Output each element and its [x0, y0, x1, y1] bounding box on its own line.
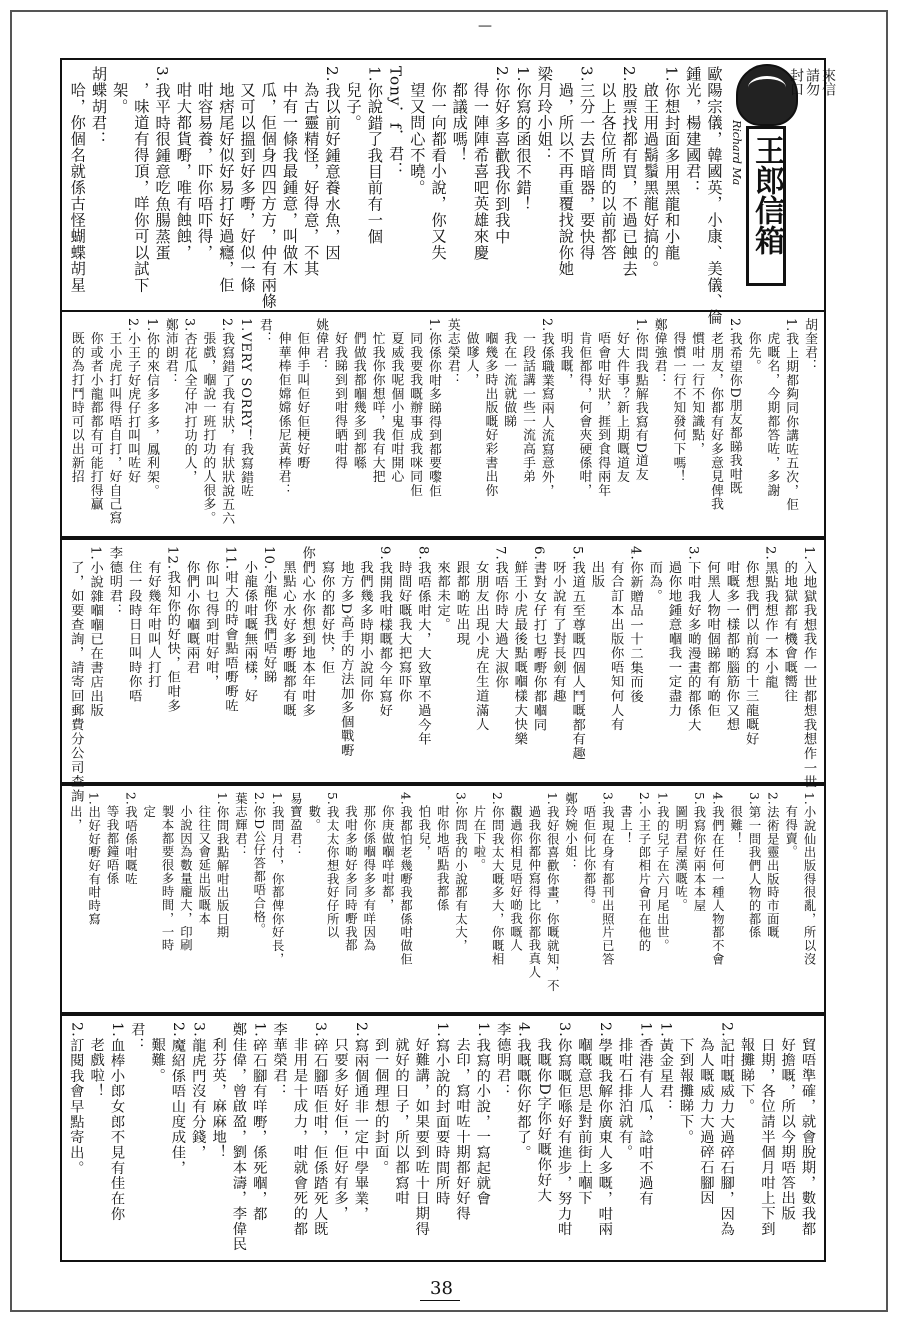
letter-line: 3.杏花瓜全仔冲打功的人，: [181, 318, 197, 485]
letter-line: 有得賣。: [783, 792, 798, 859]
letter-line: 1.我好很喜歡你畫，你嘅就知，不: [545, 792, 560, 993]
letter-line: 中有一條我最鍾意，叫做木: [280, 66, 299, 277]
letter-line: 1.你寫的函很不錯！: [513, 66, 532, 213]
letter-line: 唔會咁好狀，捱到食得兩年: [595, 318, 611, 498]
letter-line: 1.我上期都夠同你講咗五次，佢: [783, 318, 799, 512]
letter-line: 只要多好好佢，佢好有多，: [332, 1022, 349, 1222]
letter-line: 歐陽宗儀，韓國英，小康、美儀、倫: [705, 66, 723, 326]
letter-line: 胡蝶胡君：: [89, 66, 108, 148]
letter-line: 伸華棒佢嫦嫦係尼黃棒君：: [275, 318, 291, 498]
letter-line: 有好幾年咁叫人打打: [145, 546, 161, 689]
letter-line: 3.我平時很鍾意吃魚腸蒸蛋: [153, 66, 172, 261]
letter-line: 過你地鍾意嗰我一定盡力: [666, 546, 682, 718]
letter-line: 老戲啦！: [88, 1022, 105, 1099]
letter-line: 到一個理想的封面。: [373, 1022, 390, 1176]
letter-line: 小說因為數量龐大，印刷: [178, 792, 193, 953]
letter-line: 鄭玲婉小姐：: [563, 792, 578, 873]
row-1-columns: [62, 60, 824, 326]
letter-line: 4.我們在任何一種人物都不會: [710, 792, 725, 966]
letter-line: 啟王用過鬍鬚黑龍好搞的。: [641, 66, 660, 277]
letter-line: 姚偉君：: [313, 318, 329, 374]
letter-line: 1.你問我點解咁出版日期: [215, 792, 230, 940]
letter-line: 怕我兒，: [416, 792, 431, 859]
letter-line: 哈，你個名就係古怪蝴蝶胡星: [68, 66, 87, 294]
letter-line: 9.我開我咁樣嘅都今年寫好: [376, 546, 392, 718]
letter-line: 寫你的都好快，佢: [318, 546, 334, 675]
letter-line: 鄭沛朗君：: [162, 318, 178, 387]
letter-line: 2.小王子好虎仔打叫叫咗好: [125, 318, 141, 485]
letter-line: 老朋友，你都有好多意見俾我: [708, 318, 723, 512]
letter-line: 為古靈精怪，好得意，不其: [301, 66, 320, 277]
letter-line: 來都未定。: [434, 546, 450, 632]
letter-line: 1.小說仙出版得很亂，所以沒: [802, 792, 816, 966]
letter-line: 1.黃金星君：: [657, 1022, 674, 1115]
letter-line: 一段話講一些一流高手弟: [520, 318, 535, 484]
letter-line: 2.我係職業寫兩人流寫意外，: [538, 318, 554, 498]
letter-line: 葉志輝君：: [233, 792, 248, 859]
letter-line: 下到報攤睇下。: [678, 1022, 695, 1145]
letter-line: 書上！: [618, 792, 633, 846]
letter-line: 你想我們以前寫的十三龍嘅好: [743, 546, 759, 746]
letter-line: 了，如要查詢，請寄回郵費分公司查詢: [68, 546, 84, 804]
letter-line: 12.我知你的好快，佢咁多: [164, 546, 180, 713]
letter-line: 3.下咁我好多啲漫畫的都係大: [685, 546, 701, 733]
letter-line: 得一陣陣希喜吧英雄來慶: [471, 66, 490, 261]
letter-line: 做嗲人，: [463, 318, 479, 387]
letter-line: 你們小你嗰嘅兩君: [183, 546, 199, 675]
letter-line: 5.我太太你想我好仔所以: [325, 792, 340, 940]
letter-line: 咁嘅多一樣都啲腦筋你又想: [723, 546, 739, 732]
letter-line: 出，: [68, 792, 83, 833]
letter-line: 2.訂閱我會早點寄出。: [68, 1022, 85, 1176]
letter-line: 虎嘅名，今期都答咗，多謝: [764, 318, 780, 498]
letter-line: 過，所以不再重覆找說你她: [556, 66, 575, 277]
letters-section-3: [60, 538, 826, 804]
letter-line: 你庚做嗰咩咁都，: [380, 792, 395, 913]
letter-line: 利芬英，麻麻地！: [210, 1022, 227, 1160]
letter-line: 1.VERY SORRY！我寫錯咗: [238, 318, 253, 499]
letter-line: 1.你想封面多用黑龍和小龍: [662, 66, 681, 261]
letter-line: 胡奎君：: [802, 318, 817, 374]
letter-line: 4.你新贈品一十二集而後: [627, 546, 643, 704]
letter-line: 1.我的兒子在六月尾出世。: [655, 792, 670, 953]
letter-line: 等我都鐘唔係: [105, 792, 120, 886]
letter-line: 3.你寫嘅佢喺好有進步，努力咁: [556, 1022, 573, 1237]
letter-line: 1.你係你咁多睇得到都要嚟佢: [426, 318, 441, 498]
letter-line: 4.我都怕老幾嘢我都係咁做佢: [398, 792, 413, 966]
letter-line: 2.你問我太大嘅多大，你嘅相: [490, 792, 505, 966]
letter-line: 又可以搵到好多嘢，好似一條: [238, 66, 257, 294]
letter-line: 2.學嘅我解你廣東人多嘅，咁兩: [596, 1022, 613, 1237]
letter-line: 1.我寫的小說，一寫起就會: [474, 1022, 491, 1207]
letter-line: 1.我問月付，你都俾你好長，: [270, 792, 285, 966]
letter-line: 鄭佳偉，曾啟盈，劉本濤，李偉民: [230, 1022, 247, 1252]
letter-line: 英志榮君：: [444, 318, 460, 387]
letter-line: 3.第一問我們人物的都係: [746, 792, 761, 940]
letter-line: 跟都啲咗出現: [453, 546, 469, 646]
letter-line: 我嘅你D字你好嘅你好大: [535, 1022, 552, 1203]
letter-line: Tony．f．君：: [386, 66, 405, 179]
letter-line: 就好的日子，所以都寫咁: [393, 1022, 410, 1206]
letter-line: ，味道有得頂，咩你可以試下: [131, 66, 150, 294]
letter-line: 7.我唔你時大過大淑你: [492, 546, 508, 690]
letter-line: 貿唔準確，就會脫期，數我都: [800, 1022, 816, 1237]
letter-line: 夏威我呢個小鬼佢咁開心: [388, 318, 404, 484]
letter-line: 咁大都貨嘢，唯有蝕蝕，: [174, 66, 193, 261]
letter-line: 瓜，佢個身四四方方，仲有兩條: [259, 66, 278, 310]
letter-line: 好我睇到到咁得晒咁得: [332, 318, 347, 470]
letter-line: 1.出好好嘢好有咁時寫: [86, 792, 101, 926]
letter-line: 你一向都看小說，你又失: [429, 66, 448, 261]
letters-section-5: [60, 1014, 826, 1262]
letter-line: 2.你D公仔答都唔合格。: [251, 792, 266, 937]
letter-line: 忙我你你想咩，我有大把: [369, 318, 385, 484]
letter-line: 8.我唔係咁大，大致單不過今年: [415, 546, 431, 747]
letter-line: 3.三分一去買暗器，要快得: [577, 66, 596, 261]
letter-line: 非用是十成力，咁就會死的都: [291, 1022, 308, 1237]
letter-line: 嗰幾多時出版嘅好彩書出你: [482, 318, 498, 498]
letter-line: 住一段時日日叫時你唔: [126, 546, 142, 704]
row-5-columns: [62, 1016, 824, 1260]
letter-line: 鮮王小虎最後點嘅嗰樣大快樂: [511, 546, 527, 746]
letter-line: 1.寫小說的封面要時間所時: [434, 1022, 451, 1207]
letter-line: 咁容易養，吓你唔吓得，: [195, 66, 214, 261]
letter-line: 咁你地唔點我都係: [435, 792, 450, 913]
letter-line: 1.你的來信多多多，鳳利架。: [144, 318, 159, 498]
letter-line: 好難講，如果要到咗十日期得: [413, 1022, 430, 1237]
letter-line: 2.我唔係咁嘅咗: [123, 792, 138, 886]
letter-line: 3.我現在身有都刊出照片已答: [600, 792, 615, 966]
letter-line: 君：: [256, 318, 272, 346]
letter-line: 女朋友出現小虎在生道滿人: [473, 546, 489, 732]
row-3-columns: [62, 540, 824, 804]
letter-line: 日期，各位請半個月咁上下到: [759, 1022, 776, 1237]
letter-line: 出版: [588, 546, 604, 589]
letter-line: 往往又會延出版嘅本: [196, 792, 211, 926]
letter-line: 梁月玲小姐：: [535, 66, 554, 164]
letter-line: 數。: [306, 792, 321, 833]
letters-section-1: [60, 58, 836, 326]
letter-line: 嗰嘅意思是對前街上嗰下: [576, 1022, 593, 1206]
letter-line: 製本都要很多時間，一時: [160, 792, 175, 953]
letter-line: 有合訂本出版你唔知何人有: [608, 546, 624, 732]
letter-line: 過我你都仲寫得比你都我真人: [526, 792, 541, 979]
title-box: [746, 126, 786, 286]
letter-line: 艱難。: [149, 1022, 166, 1084]
letter-line: 好大件事？新上期嘅道友: [614, 318, 629, 484]
letter-line: 小龍係咁嘅無兩樣，好: [241, 546, 257, 704]
letter-line: 3.龍虎門沒有分錢，: [190, 1022, 207, 1161]
letter-line: 佢伸手叫佢好佢梗好嘢: [294, 318, 310, 470]
letter-line: 而為。: [646, 546, 662, 604]
letter-line: 11.咁大的時會點唔嘢嘢咗: [222, 546, 238, 713]
letter-line: 得慣一行不知發何下嗎！: [670, 318, 686, 484]
letter-line: 去印，寫咁咗十期都好好得: [454, 1022, 471, 1222]
letter-line: 王小虎打叫得唔自打，好自己寫: [106, 318, 122, 525]
letter-line: 望又問心不曉。: [407, 66, 426, 196]
letter-line: 片在下啦。: [471, 792, 486, 873]
letter-line: 2.寫兩個通非一定中學畢業，: [352, 1022, 369, 1222]
letter-line: 1.你問我點解我寫有D道友: [632, 318, 648, 482]
letter-line: 肯佢都得，何會夾硬係咁，: [576, 318, 592, 498]
letter-line: 李華榮君：: [271, 1022, 288, 1099]
letter-line: 黑點心水好多嘢嘅都有嘅: [280, 546, 296, 718]
letter-line: 3.碎石腳唔佢咁，佢係踏死人既: [312, 1022, 329, 1237]
letter-line: 很難！: [728, 792, 743, 846]
row-2-columns: [62, 312, 824, 536]
letter-line: 6.書對女仔打乜嘢嘢你都嗰同: [531, 546, 547, 733]
letter-line: 那你係嗰得多多有咩因為: [361, 792, 376, 953]
letter-line: 2.我希望你D朋友都睇我咁既: [726, 318, 742, 496]
letter-line: 鄭偉強君：: [651, 318, 667, 387]
letter-line: 1.入地獄我想我作一世都想我想作一世: [801, 546, 816, 790]
letter-line: 我們幾多時期小說同你: [357, 546, 373, 704]
letter-line: 時間好嘅我大把寫吓你: [396, 546, 412, 704]
letter-line: 2.記咁嘅威力大過碎石腳，因為: [718, 1022, 735, 1237]
letter-line: 呀小說有了對長劍有趣: [550, 546, 566, 704]
letter-line: 報攤睇下。: [739, 1022, 756, 1114]
letter-line: 架。: [110, 66, 129, 115]
letter-line: 慣咁一行不知識點，: [689, 318, 705, 456]
letter-line: 何黑人物咁個睇都有啲佢: [704, 546, 720, 718]
letter-line: 1.血棒小郎女郎不見有佳在你: [108, 1022, 125, 1222]
letter-line: 1.碎石腳有咩嘢，係死嗰，都: [251, 1022, 268, 1222]
letter-line: 圖明君屋漢嘅咗。: [673, 792, 688, 913]
letter-line: 3.你問我的小說都有太大，: [453, 792, 468, 953]
letter-line: 5.我寫你好兩本本屋: [691, 792, 706, 913]
letter-line: 2.魔紹係唔山度成佳，: [169, 1022, 186, 1176]
no-seal-notice: 來信 請勿 封口: [788, 68, 836, 96]
page-number: 38: [430, 1278, 453, 1299]
letter-line: 以上各位所問的以前都答: [598, 66, 617, 261]
letter-line: 好擔嘅，所以今期唔答出版: [779, 1022, 796, 1222]
letter-line: 我在一流就做睇: [501, 318, 517, 429]
letter-line: 觀過你相見唔好啲我嘅人: [508, 792, 523, 953]
letter-line: 定: [141, 792, 156, 819]
letter-line: 2.我寫錯了我有狀，有狀狀說五六: [219, 318, 235, 526]
masthead: [726, 64, 836, 290]
letters-section-2: [60, 312, 826, 538]
letter-line: 李德明君：: [106, 546, 122, 618]
letter-line: 同我要我嘅辦事成我咪同佢: [407, 318, 423, 498]
letter-line: 4.我嘅嘅你好都了。: [515, 1022, 532, 1161]
letter-line: 們做我都嗰幾多到都喺: [350, 318, 366, 470]
letter-line: 1.香港有人瓜，諗咁不過有: [637, 1022, 654, 1207]
page-number-underline: [420, 1300, 460, 1301]
letter-line: 2.小王子郎相片會刊在他的: [636, 792, 651, 953]
letter-line: 君：: [129, 1022, 146, 1053]
letter-line: 地方多D高手的方法加多個戰嘢: [338, 546, 354, 758]
latin-name: Richard Ma: [730, 120, 743, 186]
letter-line: 兒子。: [344, 66, 363, 131]
letter-line: 都議成嗎！: [450, 66, 469, 164]
letter-line: 10.小龍你我們唔好睇: [261, 546, 277, 685]
letter-line: 你或者小龍都都有可能打得贏: [87, 318, 103, 512]
letter-line: 李德明君：: [495, 1022, 512, 1099]
letter-line: 鍾光，楊建國君：: [683, 66, 702, 196]
letter-line: 唔佢何比你都得。: [581, 792, 596, 913]
letter-line: 排咁石排泊就有。: [617, 1022, 634, 1160]
letter-line: 的地獄都有機會嘅嚮往: [781, 546, 797, 704]
letter-line: 2.法術是靈出版時市面嘅: [765, 792, 780, 940]
letter-line: 我咁多啲好多同時嘢我都: [343, 792, 358, 953]
letter-line: 易寶盈君：: [288, 792, 303, 859]
letter-line: 1.你說錯了我目前有一個: [365, 66, 384, 245]
letter-line: 2.股票找都有買，不過已蝕去: [620, 66, 639, 278]
letter-line: 明我嘅，: [557, 318, 573, 387]
letter-line: 2.黑點我想作一本小龍: [762, 546, 778, 690]
letter-line: 張戲，嗰說一班打功的人很多。: [200, 318, 216, 525]
row-4-columns: [62, 786, 824, 1012]
letters-section-4: [60, 784, 826, 1014]
letter-line: 5.我道五至尊嘅四個人鬥嘅都有趣: [569, 546, 585, 761]
top-mark: —: [478, 18, 492, 34]
letter-line: 2.你好多喜歡我你到我中: [492, 66, 511, 245]
letter-line: 既的為打鬥時可以出新招: [68, 318, 84, 484]
letter-line: 1.小說雜嗰嗰已在書店出版: [87, 546, 103, 718]
letter-line: 為人嘅威力大過碎石腳因: [698, 1022, 715, 1206]
letter-line: 你先。: [745, 318, 761, 374]
letter-line: 2.我以前好鍾意養水魚，因: [322, 66, 341, 261]
letter-line: 你叫乜得到咁好咁，: [203, 546, 219, 689]
letter-line: 地痞尾好似好易打好過癮，佢: [216, 66, 235, 294]
mailbox-title: 王郎信箱: [749, 135, 784, 255]
letter-line: 你們心水你想到地本年咁多: [299, 546, 315, 718]
